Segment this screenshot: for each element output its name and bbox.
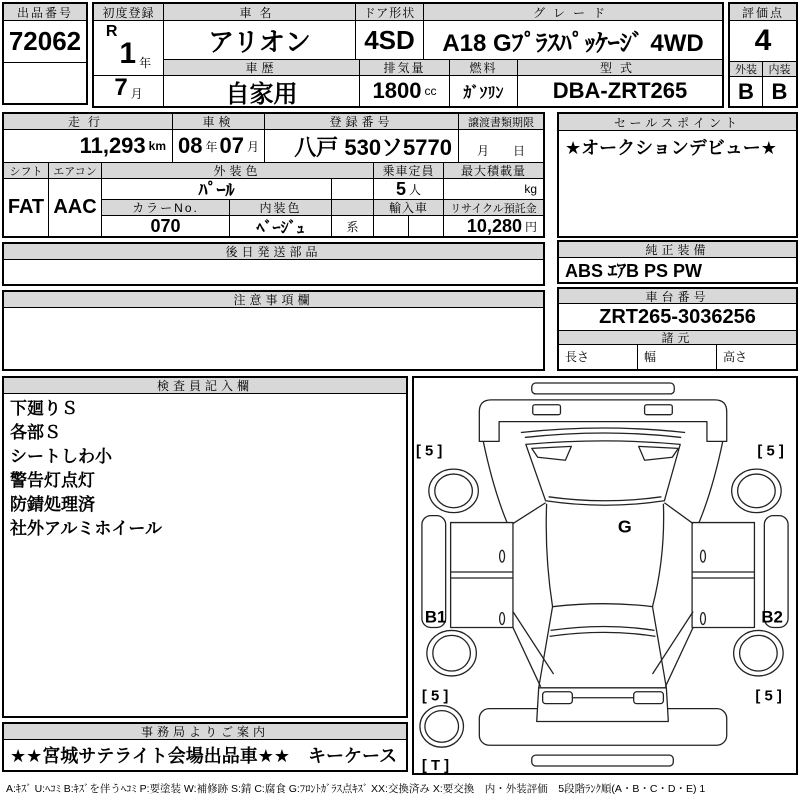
sales-point-value: ★オークションデビュー★ bbox=[565, 138, 777, 158]
displacement-cell bbox=[359, 76, 449, 106]
spare-tire-inner bbox=[425, 711, 459, 743]
aircon-value: AAC bbox=[48, 179, 101, 236]
inspector-label: 検査員記入欄 bbox=[4, 378, 406, 394]
left-fender-line bbox=[483, 441, 507, 522]
right-rear-door-handle bbox=[701, 613, 706, 625]
left-front-door-handle bbox=[500, 550, 505, 562]
first-reg-year: 1 bbox=[119, 37, 137, 70]
headlight-right bbox=[645, 405, 673, 415]
windshield-damage-label: G bbox=[617, 516, 632, 537]
max-load-cell bbox=[443, 179, 543, 200]
capacity-value: 5 bbox=[395, 179, 406, 199]
aircon-label: エアコン bbox=[48, 163, 101, 179]
score-value: 4 bbox=[730, 21, 796, 62]
recycle-value: 10,280 bbox=[466, 216, 522, 236]
inspection-month: 07 bbox=[219, 133, 244, 158]
usage-color-box bbox=[2, 112, 545, 238]
spec-height-label: 高さ bbox=[723, 350, 748, 364]
mileage-cell bbox=[4, 130, 172, 163]
fuel-label: 燃料 bbox=[449, 60, 517, 76]
displacement-unit: cc bbox=[424, 84, 437, 98]
model-code-value: DBA-ZRT265 bbox=[517, 76, 722, 106]
rear-window-arc2 bbox=[550, 632, 656, 636]
windshield-outline bbox=[526, 441, 680, 505]
notes-label: 注意事項欄 bbox=[4, 292, 543, 308]
int-color-label: 内装色 bbox=[229, 200, 331, 216]
int-color-suffix: 系 bbox=[331, 216, 373, 236]
front-bumper-strip bbox=[532, 383, 675, 394]
int-color-sub-header bbox=[331, 200, 373, 216]
inspector-line: 防錆処理済 bbox=[10, 495, 95, 514]
left-rear-door-handle bbox=[500, 613, 505, 625]
grade-value: A18 Gﾌﾟﾗｽﾊﾟｯｹｰｼﾞ 4WD bbox=[423, 21, 722, 60]
model-code-label: 型式 bbox=[517, 60, 722, 76]
left-doors bbox=[451, 523, 513, 628]
inspector-lines bbox=[10, 397, 404, 541]
grade-label: グレード bbox=[423, 4, 722, 21]
rear-left-tire-label: [ 5 ] bbox=[421, 688, 449, 705]
ext-color-label: 外装色 bbox=[101, 163, 373, 179]
rear-bumper-strip bbox=[532, 755, 674, 766]
displacement-label: 排気量 bbox=[359, 60, 449, 76]
right-quarter-line bbox=[665, 627, 693, 686]
car-name-value: アリオン bbox=[163, 21, 355, 60]
rear-right-wheel-inner bbox=[740, 635, 778, 671]
transfer-label: 譲渡書類期限 bbox=[458, 114, 543, 130]
right-door-damage-label: B2 bbox=[761, 607, 783, 627]
rear-right-tire-label: [ 5 ] bbox=[755, 688, 782, 705]
capacity-unit: 人 bbox=[409, 182, 422, 197]
left-door-damage-label: B1 bbox=[424, 607, 447, 627]
right-a-pillar bbox=[664, 503, 693, 524]
fuel-value: ｶﾞｿﾘﾝ bbox=[449, 76, 517, 106]
int-color-value: ﾍﾞｰｼﾞｭ bbox=[229, 216, 331, 236]
later-parts-box bbox=[2, 242, 545, 286]
exterior-value: B bbox=[730, 77, 763, 106]
ext-color-sub-empty bbox=[331, 179, 373, 200]
office-box bbox=[2, 722, 408, 772]
door-label: ドア形状 bbox=[355, 4, 423, 21]
headlight-left bbox=[533, 405, 561, 415]
inspector-line: 各部Ｓ bbox=[10, 423, 61, 442]
inspector-line: 警告灯点灯 bbox=[10, 471, 95, 490]
notes-box bbox=[2, 290, 545, 371]
cowl-line2 bbox=[525, 433, 681, 437]
color-no-value: 070 bbox=[101, 216, 229, 236]
car-name-label: 車名 bbox=[163, 4, 355, 21]
front-right-wheel bbox=[732, 469, 781, 513]
auction-no-box bbox=[2, 2, 88, 105]
inspector-line: 社外アルミホイール bbox=[10, 519, 162, 538]
chassis-box bbox=[557, 287, 798, 371]
import-cell-2 bbox=[408, 216, 443, 236]
equipment-label: 純正装備 bbox=[559, 242, 796, 258]
recycle-unit: 円 bbox=[524, 219, 537, 234]
right-doors bbox=[692, 523, 754, 628]
import-cell-1 bbox=[373, 216, 408, 236]
recycle-label: リサイクル預託金 bbox=[443, 200, 543, 216]
later-parts-label: 後日発送部品 bbox=[4, 244, 543, 260]
vehicle-info-box bbox=[92, 2, 724, 108]
capacity-label: 乗車定員 bbox=[373, 163, 443, 179]
spec-width-label: 幅 bbox=[638, 345, 717, 369]
first-reg-year-unit: 年 bbox=[139, 56, 152, 70]
inspector-line: シートしわ小 bbox=[10, 447, 112, 466]
reg-no-value: 八戸 530ソ5770 bbox=[264, 130, 458, 163]
notes-value bbox=[4, 308, 543, 369]
rear-left-wheel-inner bbox=[433, 635, 471, 671]
displacement-value: 1800 bbox=[372, 78, 422, 103]
windshield-bottom-arc bbox=[549, 497, 662, 501]
history-label: 車歴 bbox=[163, 60, 359, 76]
shift-label: シフト bbox=[4, 163, 48, 179]
right-front-door-handle bbox=[701, 550, 706, 562]
hood-outline bbox=[479, 400, 726, 442]
mileage-unit: km bbox=[148, 139, 166, 153]
first-reg-month: 7 bbox=[114, 76, 128, 101]
cowl-line bbox=[521, 428, 685, 432]
interior-value: B bbox=[771, 78, 788, 104]
roof-left-edge bbox=[546, 504, 552, 607]
front-right-wheel-inner bbox=[738, 474, 776, 508]
front-left-wheel bbox=[429, 469, 478, 513]
rear-window-arc bbox=[551, 626, 655, 630]
exterior-label: 外装 bbox=[730, 62, 763, 77]
front-right-tire-label: [ 5 ] bbox=[757, 443, 784, 460]
era-code: R bbox=[105, 23, 118, 40]
front-left-wheel-inner bbox=[435, 474, 473, 508]
door-value: 4SD bbox=[355, 21, 423, 60]
interior-label: 内装 bbox=[763, 62, 796, 77]
equipment-value: ABS ｴｱB PS PW bbox=[565, 261, 703, 281]
first-reg-label: 初度登録 bbox=[94, 4, 163, 21]
auction-no-value: 72062 bbox=[4, 21, 86, 63]
ext-color-value: ﾊﾟｰﾙ bbox=[101, 179, 331, 200]
spare-tire-label: [ T ] bbox=[421, 757, 450, 773]
roof-right-edge bbox=[653, 504, 664, 607]
mileage-value: 11,293 bbox=[79, 133, 146, 158]
front-left-tire-label: [ 5 ] bbox=[415, 443, 443, 460]
mileage-label: 走行 bbox=[4, 114, 172, 130]
inspector-box bbox=[2, 376, 408, 718]
sales-point-box bbox=[557, 112, 798, 238]
left-quarter-line bbox=[513, 627, 541, 686]
office-value: ★★宮城サテライト会場出品車★★ キーケース bbox=[10, 746, 398, 766]
first-reg-year-cell bbox=[94, 21, 163, 76]
wiper-right bbox=[639, 446, 679, 460]
color-no-label: カラーNo. bbox=[101, 200, 229, 216]
import-label: 輸入車 bbox=[373, 200, 443, 216]
history-value: 自家用 bbox=[163, 76, 359, 106]
transfer-value: 月 日 bbox=[458, 130, 543, 163]
sales-point-label: セールスポイント bbox=[559, 114, 796, 131]
inspection-year-unit: 年 bbox=[205, 139, 218, 154]
left-c-pillar bbox=[513, 612, 554, 674]
chassis-label: 車台番号 bbox=[559, 289, 796, 304]
max-load-unit: kg bbox=[524, 182, 537, 196]
trunk-outline bbox=[537, 688, 669, 722]
score-label: 評価点 bbox=[730, 4, 796, 21]
specs-label: 諸元 bbox=[559, 331, 796, 345]
wiper-left bbox=[532, 446, 572, 460]
spare-tire bbox=[420, 706, 464, 748]
inspection-label: 車検 bbox=[172, 114, 264, 130]
inspection-month-unit: 月 bbox=[246, 139, 259, 154]
chassis-value: ZRT265-3036256 bbox=[559, 304, 796, 331]
reg-no-label: 登録番号 bbox=[264, 114, 458, 130]
left-a-pillar bbox=[513, 503, 546, 524]
equipment-box bbox=[557, 240, 798, 284]
car-diagram bbox=[414, 378, 796, 773]
shift-value: FAT bbox=[7, 196, 45, 218]
inspection-year: 08 bbox=[178, 133, 203, 158]
inspector-line: 下廻りＳ bbox=[10, 399, 78, 418]
damage-diagram-box bbox=[412, 376, 798, 775]
auction-no-label: 出品番号 bbox=[4, 4, 86, 21]
office-label: 事務局よりご案内 bbox=[4, 724, 406, 740]
rear-left-wheel bbox=[427, 630, 476, 676]
first-reg-month-unit: 月 bbox=[130, 87, 143, 101]
rear-window-outline bbox=[539, 604, 667, 693]
right-fender-line bbox=[699, 441, 723, 522]
score-box bbox=[728, 2, 798, 108]
spec-length-label: 長さ bbox=[559, 345, 638, 369]
first-reg-month-cell bbox=[94, 76, 163, 106]
capacity-cell bbox=[373, 179, 443, 200]
auction-no-empty bbox=[4, 63, 86, 103]
max-load-label: 最大積載量 bbox=[443, 163, 543, 179]
inspection-cell bbox=[172, 130, 264, 163]
later-parts-value bbox=[4, 260, 543, 284]
damage-code-legend: A:ｷｽﾞ U:ﾍｺﾐ B:ｷｽﾞを伴うﾍｺﾐ P:要塗装 W:補修跡 S:錆 C:腐食 G:ﾌﾛﾝﾄｶﾞﾗｽ点ｷｽﾞ XX:交換済み X:要交換 内・外装評価 5段階ﾗﾝｸ順(A・B・C・D・E) 1 bbox=[6, 783, 706, 795]
recycle-cell bbox=[443, 216, 543, 236]
rear-right-wheel bbox=[734, 630, 783, 676]
